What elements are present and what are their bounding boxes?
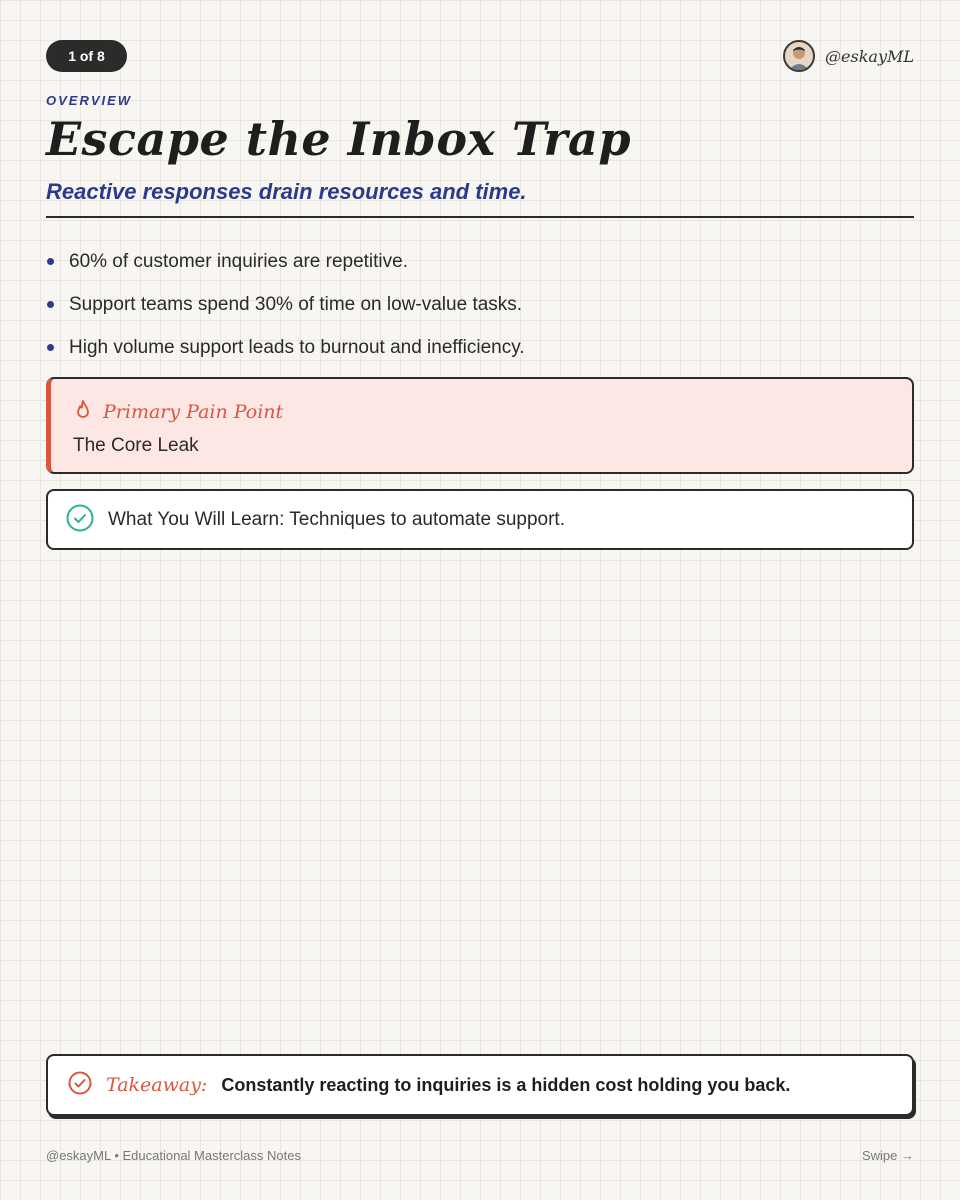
page-indicator-badge: 1 of 8 <box>46 40 127 72</box>
author-block <box>783 40 914 72</box>
bullet-list <box>46 247 525 376</box>
bullet-dot-icon <box>47 301 54 308</box>
bullet-dot-icon <box>47 344 54 351</box>
list-item <box>46 333 525 362</box>
list-item-text: Support teams spend 30% of time on low-value tasks. <box>69 293 523 315</box>
footer-credit: @eskayML • Educational Masterclass Notes <box>46 1148 301 1163</box>
pain-point-card <box>46 377 914 474</box>
swipe-hint[interactable]: Swipe → <box>861 1148 914 1163</box>
bullet-dot-icon <box>47 258 54 265</box>
check-circle-icon <box>66 504 94 536</box>
pain-point-body: The Core Leak <box>73 435 199 456</box>
author-handle: @eskayML <box>825 46 914 66</box>
page-subtitle: Reactive responses drain resources and time. <box>46 179 527 204</box>
learn-card <box>46 489 914 550</box>
page-title: Escape the Inbox Trap <box>46 112 632 166</box>
list-item-text: 60% of customer inquiries are repetitive. <box>69 250 408 272</box>
flame-icon <box>73 399 93 425</box>
list-item-text: High volume support leads to burnout and inefficiency. <box>69 336 525 358</box>
pain-point-title: Primary Pain Point <box>103 401 284 423</box>
takeaway-text: Constantly reacting to inquiries is a hidden cost holding you back. <box>221 1074 791 1095</box>
list-item <box>46 247 525 276</box>
section-label: OVERVIEW <box>46 93 133 108</box>
list-item <box>46 290 525 319</box>
avatar <box>783 40 815 72</box>
check-circle-icon <box>68 1071 92 1099</box>
takeaway-label: Takeaway: <box>106 1074 208 1096</box>
title-divider <box>46 216 914 218</box>
takeaway-card <box>46 1054 914 1116</box>
learn-text: What You Will Learn: Techniques to automate support. <box>108 508 565 530</box>
